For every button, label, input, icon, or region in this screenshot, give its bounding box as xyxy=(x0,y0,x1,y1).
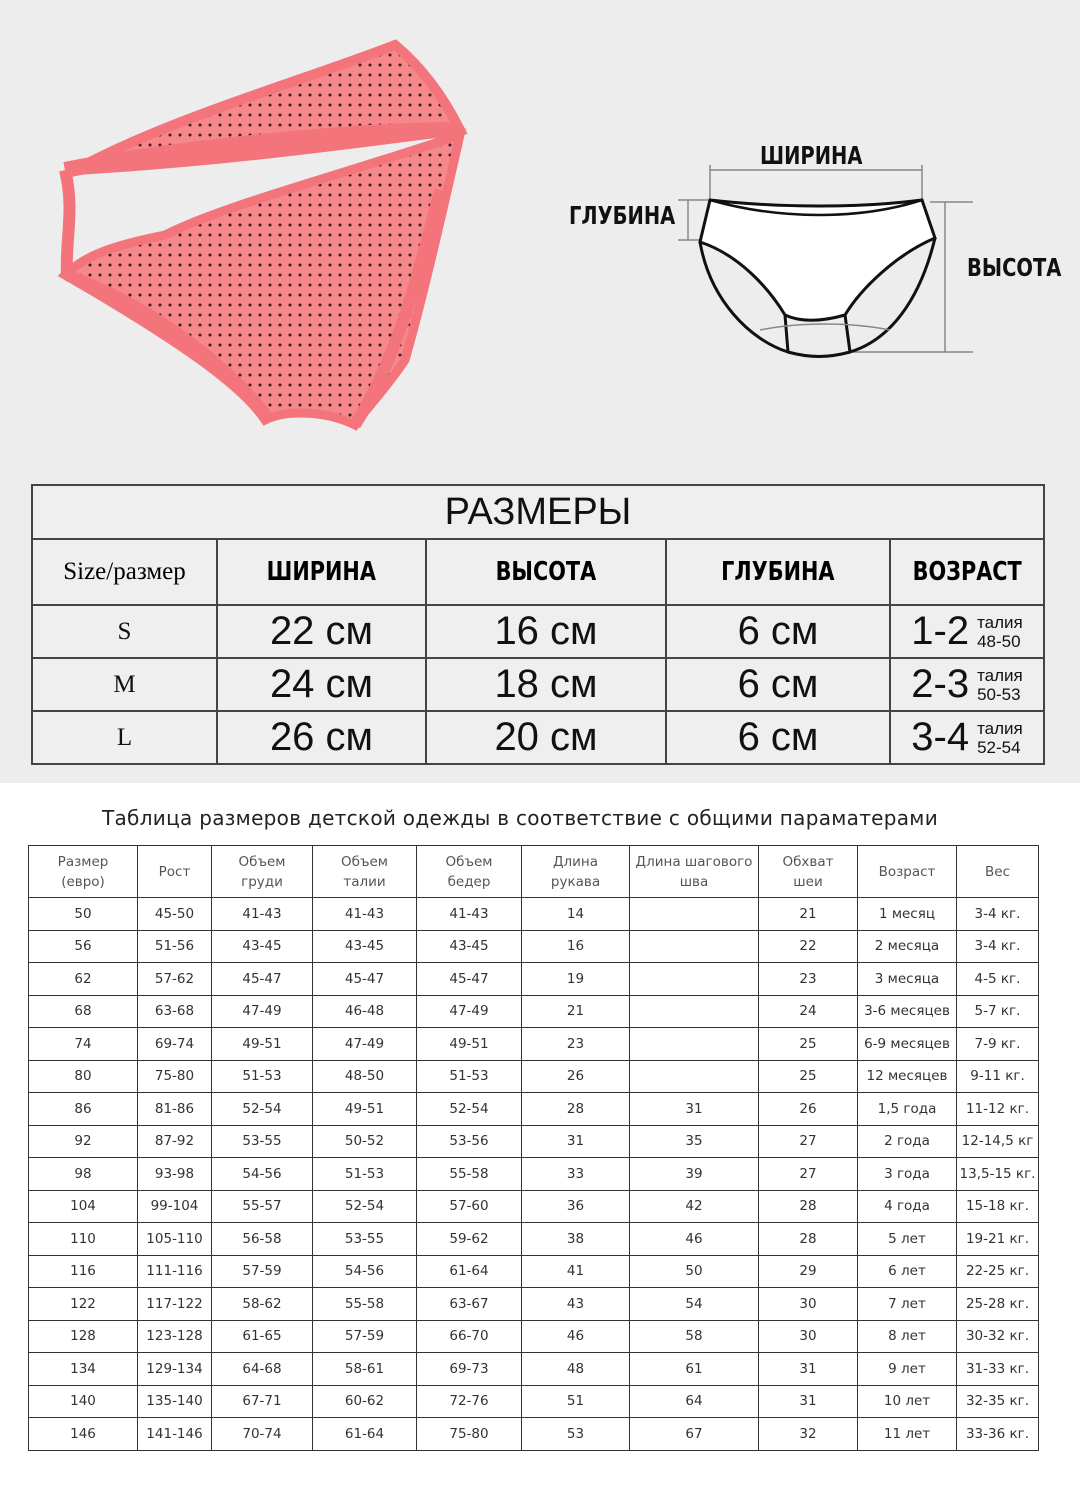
depth-cell: 6 см xyxy=(666,711,890,764)
general-table-cell: 55-58 xyxy=(313,1288,417,1321)
general-table-cell: 58-62 xyxy=(212,1288,313,1321)
general-table-cell: 61 xyxy=(630,1353,759,1386)
general-table-cell: 3-4 кг. xyxy=(957,930,1039,963)
general-table-cell: 22-25 кг. xyxy=(957,1255,1039,1288)
general-header-cell: Длина рукава xyxy=(522,846,630,898)
general-table-cell: 10 лет xyxy=(858,1385,957,1418)
width-label: ШИРИНА xyxy=(760,141,863,170)
general-table-cell: 2 года xyxy=(858,1125,957,1158)
general-table-cell: 87-92 xyxy=(138,1125,212,1158)
general-table-cell: 31 xyxy=(759,1385,858,1418)
general-table-cell xyxy=(630,1060,759,1093)
general-table-cell: 1 месяц xyxy=(858,898,957,931)
general-header-cell: Объем бедер xyxy=(417,846,522,898)
general-table-cell: 13,5-15 кг. xyxy=(957,1158,1039,1191)
general-table-cell: 52-54 xyxy=(212,1093,313,1126)
general-table-cell: 11 лет xyxy=(858,1418,957,1451)
general-table-cell: 14 xyxy=(522,898,630,931)
general-table-cell: 38 xyxy=(522,1223,630,1256)
general-table-cell: 6-9 месяцев xyxy=(858,1028,957,1061)
general-table-cell: 68 xyxy=(29,995,138,1028)
general-table-cell: 41-43 xyxy=(212,898,313,931)
general-table-cell: 52-54 xyxy=(417,1093,522,1126)
general-table-cell: 60-62 xyxy=(313,1385,417,1418)
general-table-cell: 53 xyxy=(522,1418,630,1451)
general-table-cell xyxy=(630,963,759,996)
general-header-cell: Размер (евро) xyxy=(29,846,138,898)
general-table-cell: 69-74 xyxy=(138,1028,212,1061)
general-table-cell: 54-56 xyxy=(212,1158,313,1191)
general-table-cell: 55-57 xyxy=(212,1190,313,1223)
general-table-cell: 43-45 xyxy=(417,930,522,963)
general-table-cell: 54 xyxy=(630,1288,759,1321)
general-table-cell: 69-73 xyxy=(417,1353,522,1386)
general-header-cell: Длина шагового шва xyxy=(630,846,759,898)
general-table-cell: 50 xyxy=(630,1255,759,1288)
age-cell: 2-3 талия 50-53 xyxy=(890,658,1044,711)
general-table-row xyxy=(29,1060,1039,1093)
general-table-cell: 135-140 xyxy=(138,1385,212,1418)
general-table-row xyxy=(29,1255,1039,1288)
general-table-cell: 32-35 кг. xyxy=(957,1385,1039,1418)
general-table-cell: 48-50 xyxy=(313,1060,417,1093)
general-table-cell: 33-36 кг. xyxy=(957,1418,1039,1451)
general-table-cell: 3 месяца xyxy=(858,963,957,996)
general-table-cell: 21 xyxy=(522,995,630,1028)
general-table-cell: 57-62 xyxy=(138,963,212,996)
header-height: ВЫСОТА xyxy=(426,539,666,605)
width-cell: 24 см xyxy=(217,658,426,711)
size-table-header xyxy=(32,539,1044,605)
general-table-cell: 116 xyxy=(29,1255,138,1288)
general-table-cell: 7-9 кг. xyxy=(957,1028,1039,1061)
general-table-row xyxy=(29,1223,1039,1256)
general-table-cell: 66-70 xyxy=(417,1320,522,1353)
general-table-cell: 8 лет xyxy=(858,1320,957,1353)
general-table-cell: 26 xyxy=(759,1093,858,1126)
general-table-cell: 25 xyxy=(759,1060,858,1093)
general-table-cell: 67-71 xyxy=(212,1385,313,1418)
size-row-m xyxy=(32,658,1044,711)
general-table-cell: 45-47 xyxy=(212,963,313,996)
height-cell: 16 см xyxy=(426,605,666,658)
general-table-cell: 50 xyxy=(29,898,138,931)
general-header-cell: Вес xyxy=(957,846,1039,898)
general-table-cell: 41-43 xyxy=(313,898,417,931)
general-table-cell xyxy=(630,898,759,931)
general-table-caption: Таблица размеров детской одежды в соответствие с общими параматерами xyxy=(101,806,938,830)
general-table-cell: 57-59 xyxy=(313,1320,417,1353)
general-table-cell: 45-47 xyxy=(313,963,417,996)
general-table-cell: 27 xyxy=(759,1125,858,1158)
general-table-cell: 129-134 xyxy=(138,1353,212,1386)
general-table-cell: 42 xyxy=(630,1190,759,1223)
general-size-table xyxy=(28,845,1039,1451)
general-table-cell: 64-68 xyxy=(212,1353,313,1386)
general-table-cell: 3-4 кг. xyxy=(957,898,1039,931)
general-table-cell: 146 xyxy=(29,1418,138,1451)
general-table-cell: 7 лет xyxy=(858,1288,957,1321)
general-table-row xyxy=(29,995,1039,1028)
general-table-cell: 9 лет xyxy=(858,1353,957,1386)
general-table-row xyxy=(29,898,1039,931)
general-table-cell: 56 xyxy=(29,930,138,963)
general-table-cell: 12-14,5 кг xyxy=(957,1125,1039,1158)
general-table-cell: 80 xyxy=(29,1060,138,1093)
general-table-cell: 35 xyxy=(630,1125,759,1158)
depth-label: ГЛУБИНА xyxy=(569,201,676,230)
general-table-row xyxy=(29,1385,1039,1418)
general-table-row xyxy=(29,1353,1039,1386)
general-table-cell: 2 месяца xyxy=(858,930,957,963)
general-table-row xyxy=(29,1320,1039,1353)
general-table-cell: 47-49 xyxy=(313,1028,417,1061)
panty-photo xyxy=(45,30,485,450)
general-table-cell: 52-54 xyxy=(313,1190,417,1223)
general-table-cell: 51-53 xyxy=(313,1158,417,1191)
general-table-cell: 98 xyxy=(29,1158,138,1191)
general-table-row xyxy=(29,1418,1039,1451)
general-table-cell: 43-45 xyxy=(313,930,417,963)
size-row-l xyxy=(32,711,1044,764)
general-table-cell: 32 xyxy=(759,1418,858,1451)
general-table-cell: 16 xyxy=(522,930,630,963)
general-table-cell: 49-51 xyxy=(212,1028,313,1061)
header-size: Size/размер xyxy=(32,539,217,605)
size-row-s xyxy=(32,605,1044,658)
general-table-cell: 53-56 xyxy=(417,1125,522,1158)
general-table-cell: 53-55 xyxy=(313,1223,417,1256)
general-table-cell: 59-62 xyxy=(417,1223,522,1256)
general-table-cell: 93-98 xyxy=(138,1158,212,1191)
general-table-cell: 11-12 кг. xyxy=(957,1093,1039,1126)
general-table-cell xyxy=(630,930,759,963)
general-table-cell: 36 xyxy=(522,1190,630,1223)
general-table-cell: 31-33 кг. xyxy=(957,1353,1039,1386)
general-table-cell: 51-56 xyxy=(138,930,212,963)
general-table-cell: 49-51 xyxy=(417,1028,522,1061)
general-table-cell: 56-58 xyxy=(212,1223,313,1256)
height-label: ВЫСОТА xyxy=(967,253,1062,282)
general-table-cell: 4-5 кг. xyxy=(957,963,1039,996)
general-table-cell: 12 месяцев xyxy=(858,1060,957,1093)
general-table-cell: 61-64 xyxy=(313,1418,417,1451)
general-table-cell: 25 xyxy=(759,1028,858,1061)
general-header-cell: Рост xyxy=(138,846,212,898)
general-table-cell: 5 лет xyxy=(858,1223,957,1256)
general-table-cell: 24 xyxy=(759,995,858,1028)
general-table-cell: 54-56 xyxy=(313,1255,417,1288)
general-table-row xyxy=(29,963,1039,996)
general-table-cell: 30-32 кг. xyxy=(957,1320,1039,1353)
general-table-cell: 104 xyxy=(29,1190,138,1223)
general-table-cell: 41 xyxy=(522,1255,630,1288)
general-table-cell: 45-50 xyxy=(138,898,212,931)
general-table-cell: 43 xyxy=(522,1288,630,1321)
header-depth: ГЛУБИНА xyxy=(666,539,890,605)
general-table-cell: 23 xyxy=(522,1028,630,1061)
general-table-cell: 31 xyxy=(759,1353,858,1386)
general-table-header xyxy=(29,846,1039,898)
general-table-cell: 26 xyxy=(522,1060,630,1093)
general-table-cell: 99-104 xyxy=(138,1190,212,1223)
general-table-cell: 53-55 xyxy=(212,1125,313,1158)
general-table-cell: 55-58 xyxy=(417,1158,522,1191)
general-table-cell: 3-6 месяцев xyxy=(858,995,957,1028)
general-table-cell: 57-59 xyxy=(212,1255,313,1288)
general-table-row xyxy=(29,1288,1039,1321)
general-table-cell: 86 xyxy=(29,1093,138,1126)
general-table-cell: 39 xyxy=(630,1158,759,1191)
general-table-cell: 117-122 xyxy=(138,1288,212,1321)
depth-cell: 6 см xyxy=(666,658,890,711)
general-header-cell: Объем талии xyxy=(313,846,417,898)
height-cell: 20 см xyxy=(426,711,666,764)
general-table-cell: 58-61 xyxy=(313,1353,417,1386)
age-cell: 1-2 талия 48-50 xyxy=(890,605,1044,658)
general-table-cell: 122 xyxy=(29,1288,138,1321)
general-table-cell: 134 xyxy=(29,1353,138,1386)
general-table-cell: 140 xyxy=(29,1385,138,1418)
general-table-cell: 19-21 кг. xyxy=(957,1223,1039,1256)
general-table-cell: 23 xyxy=(759,963,858,996)
general-table-cell: 63-68 xyxy=(138,995,212,1028)
general-table-cell: 67 xyxy=(630,1418,759,1451)
general-table-cell: 47-49 xyxy=(212,995,313,1028)
general-table-cell: 47-49 xyxy=(417,995,522,1028)
size-cell: L xyxy=(32,711,217,764)
general-table-cell: 48 xyxy=(522,1353,630,1386)
general-header-cell: Обхват шеи xyxy=(759,846,858,898)
general-table-cell: 31 xyxy=(630,1093,759,1126)
general-table-cell: 123-128 xyxy=(138,1320,212,1353)
size-cell: M xyxy=(32,658,217,711)
general-table-cell: 111-116 xyxy=(138,1255,212,1288)
general-table-cell: 29 xyxy=(759,1255,858,1288)
general-table-cell: 5-7 кг. xyxy=(957,995,1039,1028)
general-table-cell: 19 xyxy=(522,963,630,996)
general-header-cell: Возраст xyxy=(858,846,957,898)
general-table-cell: 75-80 xyxy=(417,1418,522,1451)
general-table-cell: 3 года xyxy=(858,1158,957,1191)
general-table-cell: 58 xyxy=(630,1320,759,1353)
general-table-row xyxy=(29,1125,1039,1158)
general-table-cell: 51-53 xyxy=(417,1060,522,1093)
general-table-cell: 45-47 xyxy=(417,963,522,996)
general-table-cell: 31 xyxy=(522,1125,630,1158)
general-table-cell: 46 xyxy=(630,1223,759,1256)
general-table-cell: 6 лет xyxy=(858,1255,957,1288)
general-table-cell: 72-76 xyxy=(417,1385,522,1418)
general-table-cell: 81-86 xyxy=(138,1093,212,1126)
general-table-cell: 105-110 xyxy=(138,1223,212,1256)
general-table-cell: 51-53 xyxy=(212,1060,313,1093)
age-cell: 3-4 талия 52-54 xyxy=(890,711,1044,764)
width-cell: 22 см xyxy=(217,605,426,658)
general-table-row xyxy=(29,1028,1039,1061)
general-table-cell: 63-67 xyxy=(417,1288,522,1321)
general-table-cell: 128 xyxy=(29,1320,138,1353)
general-table-cell: 21 xyxy=(759,898,858,931)
general-table-cell: 28 xyxy=(522,1093,630,1126)
size-table-title: РАЗМЕРЫ xyxy=(32,485,1044,539)
general-table-row xyxy=(29,1093,1039,1126)
general-table-cell: 33 xyxy=(522,1158,630,1191)
general-table-cell: 41-43 xyxy=(417,898,522,931)
general-table-cell: 46-48 xyxy=(313,995,417,1028)
general-table-cell: 75-80 xyxy=(138,1060,212,1093)
general-table-cell: 22 xyxy=(759,930,858,963)
general-table-cell: 43-45 xyxy=(212,930,313,963)
general-table-cell: 50-52 xyxy=(313,1125,417,1158)
general-table-cell: 110 xyxy=(29,1223,138,1256)
general-table-cell: 30 xyxy=(759,1320,858,1353)
general-table-cell: 30 xyxy=(759,1288,858,1321)
general-table-row xyxy=(29,1158,1039,1191)
general-table-cell: 70-74 xyxy=(212,1418,313,1451)
general-table-cell: 49-51 xyxy=(313,1093,417,1126)
general-table-cell: 25-28 кг. xyxy=(957,1288,1039,1321)
general-table-cell: 61-65 xyxy=(212,1320,313,1353)
depth-cell: 6 см xyxy=(666,605,890,658)
general-table-cell: 74 xyxy=(29,1028,138,1061)
size-cell: S xyxy=(32,605,217,658)
general-table-cell: 62 xyxy=(29,963,138,996)
height-cell: 18 см xyxy=(426,658,666,711)
general-table-cell: 9-11 кг. xyxy=(957,1060,1039,1093)
general-table-cell: 51 xyxy=(522,1385,630,1418)
general-header-cell: Объем груди xyxy=(212,846,313,898)
general-table-row xyxy=(29,930,1039,963)
general-table-cell xyxy=(630,1028,759,1061)
general-table-cell: 61-64 xyxy=(417,1255,522,1288)
general-table-cell xyxy=(630,995,759,1028)
general-table-cell: 15-18 кг. xyxy=(957,1190,1039,1223)
general-table-cell: 4 года xyxy=(858,1190,957,1223)
general-table-cell: 64 xyxy=(630,1385,759,1418)
header-width: ШИРИНА xyxy=(217,539,426,605)
general-table-cell: 141-146 xyxy=(138,1418,212,1451)
general-table-cell: 28 xyxy=(759,1190,858,1223)
general-table-row xyxy=(29,1190,1039,1223)
general-table-cell: 27 xyxy=(759,1158,858,1191)
general-table-cell: 92 xyxy=(29,1125,138,1158)
width-cell: 26 см xyxy=(217,711,426,764)
general-table-cell: 28 xyxy=(759,1223,858,1256)
general-table-cell: 57-60 xyxy=(417,1190,522,1223)
general-table-cell: 46 xyxy=(522,1320,630,1353)
general-table-cell: 1,5 года xyxy=(858,1093,957,1126)
size-table xyxy=(31,484,1045,765)
header-age: ВОЗРАСТ xyxy=(890,539,1044,605)
